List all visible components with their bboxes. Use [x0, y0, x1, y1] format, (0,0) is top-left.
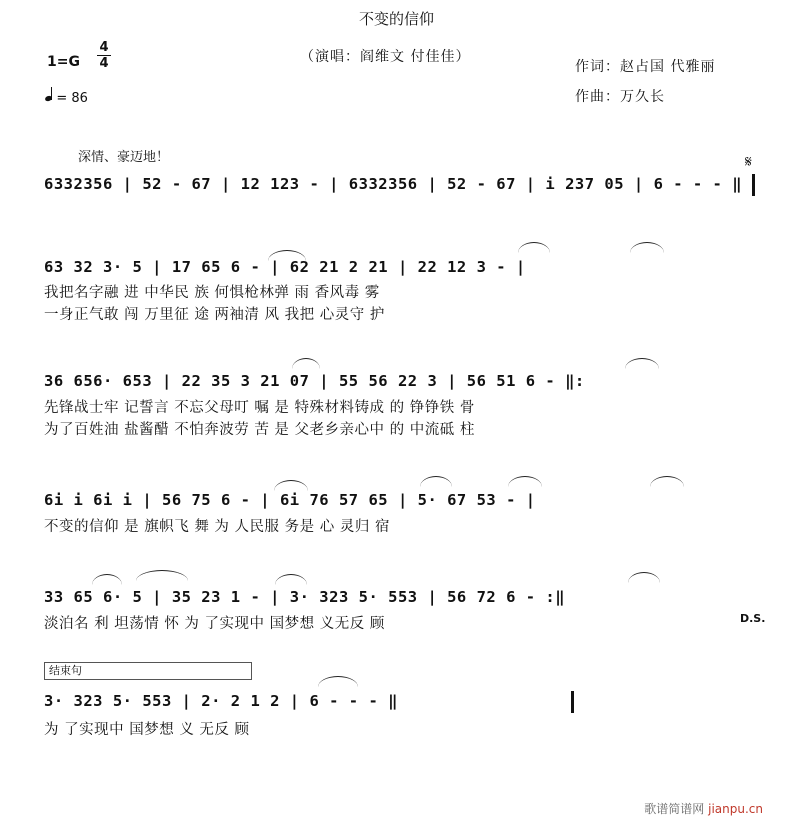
composer-credit: 作曲：万久长 [575, 89, 665, 105]
dal-segno-marking: D.S. [740, 612, 766, 625]
lyrics-line-3-verse-2: 为了百姓油 盐酱醋 不怕奔波劳 苦 是 父老乡亲心中 的 中流砥 柱 [44, 422, 475, 438]
watermark-site: jianpu.cn [708, 802, 763, 816]
time-signature-top: 4 [99, 40, 109, 55]
lyrics-line-6: 为 了实现中 国梦想 义 无反 顾 [44, 722, 250, 738]
lyricist-credit: 作词：赵占国 代雅丽 [575, 59, 716, 75]
slur [630, 242, 664, 253]
song-title: 不变的信仰 [358, 10, 434, 28]
tempo-value: = 86 [56, 91, 88, 106]
notation-line-4: 6i i 6i i | 56 75 6 - | 6i 76 57 65 | 5· 67 53 - | [44, 491, 536, 509]
lyrics-line-3-verse-1: 先锋战士牢 记誓言 不忘父母叮 嘱 是 特殊材料铸成 的 铮铮铁 骨 [44, 400, 475, 416]
singers-credit: （演唱：阎维文 付佳佳） [300, 49, 471, 65]
lyrics-line-4: 不变的信仰 是 旗帜飞 舞 为 人民服 务是 心 灵归 宿 [44, 519, 390, 535]
expression-marking: 深情、豪迈地！ [78, 150, 170, 165]
time-signature [97, 41, 111, 70]
slur [420, 476, 452, 487]
lyrics-line-2-verse-2: 一身正气敢 闯 万里征 途 两袖清 风 我把 心灵守 护 [44, 307, 385, 323]
watermark-label: 歌谱简谱网 [644, 802, 705, 816]
notation-line-6: 3· 323 5· 553 | 2· 2 1 2 | 6 - - - ‖ [44, 692, 398, 710]
slur [275, 574, 307, 585]
slur [292, 358, 320, 369]
slur [318, 676, 358, 687]
slur [625, 358, 659, 369]
slur [628, 572, 660, 583]
slur [508, 476, 542, 487]
slur [136, 570, 188, 581]
slur [518, 242, 550, 253]
slur [92, 574, 122, 585]
ending-label-box: 结束句 [44, 662, 252, 680]
time-signature-bottom: 4 [99, 56, 109, 71]
lyrics-line-5: 淡泊名 利 坦荡情 怀 为 了实现中 国梦想 义无反 顾 [44, 616, 385, 632]
quarter-note-icon [44, 95, 52, 102]
notation-line-5: 33 65 6· 5 | 35 23 1 - | 3· 323 5· 553 | 56 72 6 - :‖ [44, 588, 566, 606]
lyrics-line-2-verse-1: 我把名字融 进 中华民 族 何惧枪林弹 雨 香风毒 雾 [44, 285, 380, 301]
key-signature: 1=G [47, 54, 80, 70]
notation-line-1: 6332356 | 52 - 67 | 12 123 - | 6332356 | 52 - 67 | i 237 05 | 6 - - - ‖ [44, 175, 743, 193]
slur [650, 476, 684, 487]
site-watermark [644, 800, 763, 817]
segno-icon: 𝄋 [745, 152, 752, 171]
notation-line-2: 63 32 3· 5 | 17 65 6 - | 62 21 2 21 | 22 12 3 - | [44, 258, 526, 276]
tempo-marking [45, 87, 88, 106]
notation-line-3: 36 656· 653 | 22 35 3 21 07 | 55 56 22 3 | 56 51 6 - ‖: [44, 372, 585, 390]
final-barline-end [571, 691, 574, 713]
final-barline-1 [752, 174, 755, 196]
